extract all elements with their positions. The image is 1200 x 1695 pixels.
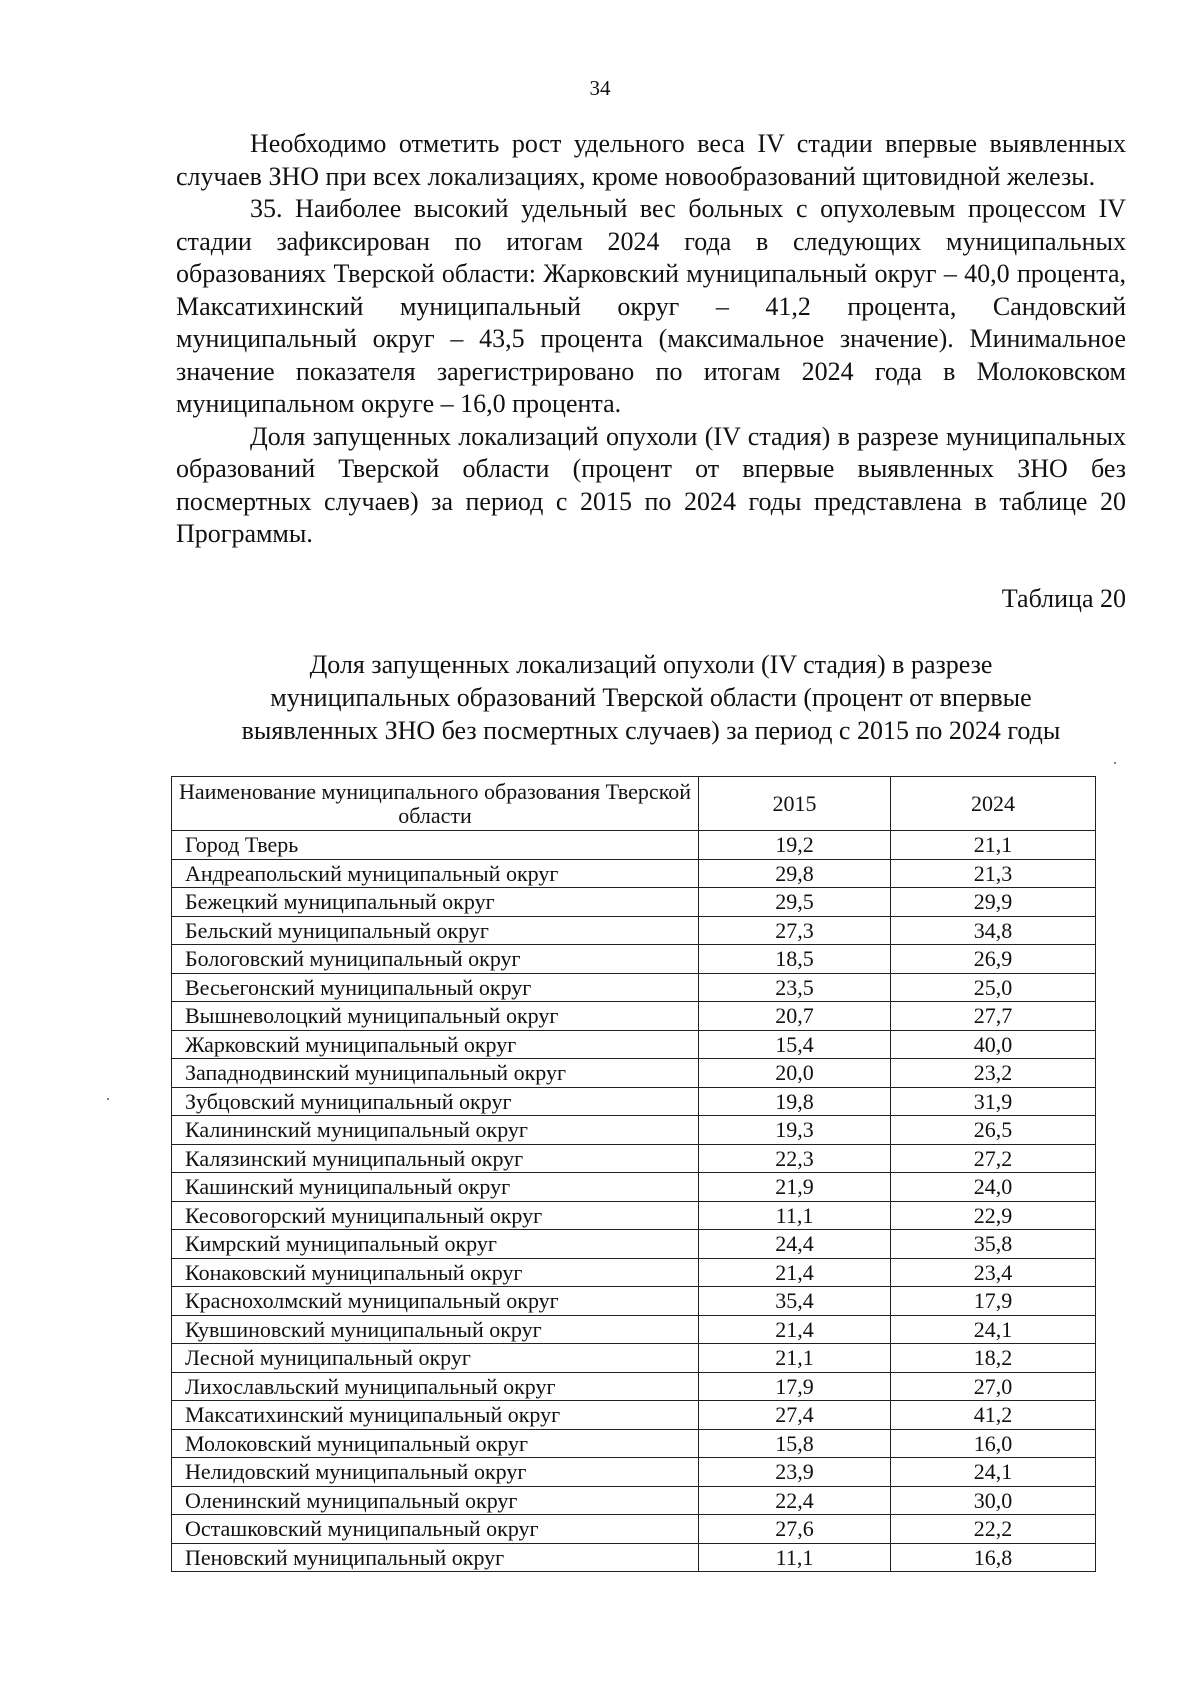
value-2024-cell: 22,9 [891, 1201, 1096, 1230]
paragraph-1: Необходимо отметить рост удельного веса IV стадии впервые выявленных случаев ЗНО при всех локализациях, кроме новообразований щитовидной железы. [176, 129, 1126, 191]
municipality-cell: Зубцовский муниципальный округ [172, 1087, 699, 1116]
value-2015-cell: 11,1 [699, 1543, 891, 1572]
municipality-cell: Андреапольский муниципальный округ [172, 859, 699, 888]
value-2015-cell: 27,6 [699, 1515, 891, 1544]
scan-speck [1114, 762, 1116, 764]
table-row [172, 1173, 1096, 1202]
table-row [172, 1429, 1096, 1458]
table-row [172, 888, 1096, 917]
value-2015-cell: 22,3 [699, 1144, 891, 1173]
municipality-cell: Нелидовский муниципальный округ [172, 1458, 699, 1487]
value-2024-cell: 21,1 [891, 831, 1096, 860]
table-row [172, 1258, 1096, 1287]
table-row [172, 1144, 1096, 1173]
value-2024-cell: 24,0 [891, 1173, 1096, 1202]
value-2015-cell: 18,5 [699, 945, 891, 974]
value-2024-cell: 27,2 [891, 1144, 1096, 1173]
value-2024-cell: 22,2 [891, 1515, 1096, 1544]
table-row [172, 973, 1096, 1002]
value-2024-cell: 35,8 [891, 1230, 1096, 1259]
table-row [172, 1486, 1096, 1515]
value-2015-cell: 22,4 [699, 1486, 891, 1515]
value-2015-cell: 11,1 [699, 1201, 891, 1230]
municipality-cell: Лесной муниципальный округ [172, 1344, 699, 1373]
value-2024-cell: 25,0 [891, 973, 1096, 1002]
table-caption [176, 648, 1126, 747]
value-2015-cell: 20,0 [699, 1059, 891, 1088]
value-2015-cell: 27,3 [699, 916, 891, 945]
value-2015-cell: 21,4 [699, 1315, 891, 1344]
value-2024-cell: 21,3 [891, 859, 1096, 888]
value-2024-cell: 16,0 [891, 1429, 1096, 1458]
table-label: Таблица 20 [1001, 584, 1126, 613]
table-caption-line: выявленных ЗНО без посмертных случаев) за период с 2015 по 2024 годы [241, 716, 1061, 745]
stage-iv-share-table [171, 776, 1096, 1572]
table-row [172, 859, 1096, 888]
value-2015-cell: 15,8 [699, 1429, 891, 1458]
municipality-cell: Бежецкий муниципальный округ [172, 888, 699, 917]
municipality-cell: Конаковский муниципальный округ [172, 1258, 699, 1287]
value-2024-cell: 40,0 [891, 1030, 1096, 1059]
value-2015-cell: 20,7 [699, 1002, 891, 1031]
value-2024-cell: 17,9 [891, 1287, 1096, 1316]
municipality-cell: Пеновский муниципальный округ [172, 1543, 699, 1572]
table-caption-line: муниципальных образований Тверской области (процент от впервые [270, 683, 1032, 712]
table-row [172, 945, 1096, 974]
value-2024-cell: 24,1 [891, 1315, 1096, 1344]
table-body [172, 831, 1096, 1572]
value-2024-cell: 27,7 [891, 1002, 1096, 1031]
municipality-cell: Кесовогорский муниципальный округ [172, 1201, 699, 1230]
value-2024-cell: 23,4 [891, 1258, 1096, 1287]
value-2015-cell: 21,9 [699, 1173, 891, 1202]
table-row [172, 1116, 1096, 1145]
value-2015-cell: 23,9 [699, 1458, 891, 1487]
municipality-cell: Осташковский муниципальный округ [172, 1515, 699, 1544]
municipality-cell: Калининский муниципальный округ [172, 1116, 699, 1145]
table-header-row [172, 777, 1096, 831]
value-2024-cell: 26,5 [891, 1116, 1096, 1145]
value-2015-cell: 15,4 [699, 1030, 891, 1059]
municipality-cell: Лихославльский муниципальный округ [172, 1372, 699, 1401]
value-2015-cell: 19,8 [699, 1087, 891, 1116]
header-municipality: Наименование муниципального образования Тверской области [172, 777, 699, 831]
municipality-cell: Краснохолмский муниципальный округ [172, 1287, 699, 1316]
municipality-cell: Оленинский муниципальный округ [172, 1486, 699, 1515]
table-row [172, 831, 1096, 860]
value-2024-cell: 31,9 [891, 1087, 1096, 1116]
municipality-cell: Кимрский муниципальный округ [172, 1230, 699, 1259]
paragraph-3: Доля запущенных локализаций опухоли (IV стадия) в разрезе муниципальных образований Тверской области (процент от впервые выявленных ЗНО без посмертных случаев) за период с 2015 по 2024 годы представлена в таблице 20 Программы. [176, 421, 1126, 548]
scan-speck [107, 1098, 109, 1100]
value-2024-cell: 23,2 [891, 1059, 1096, 1088]
header-2015: 2015 [699, 777, 891, 831]
municipality-cell: Бологовский муниципальный округ [172, 945, 699, 974]
municipality-cell: Город Тверь [172, 831, 699, 860]
header-2024: 2024 [891, 777, 1096, 831]
value-2024-cell: 29,9 [891, 888, 1096, 917]
table-row [172, 1087, 1096, 1116]
municipality-cell: Кувшиновский муниципальный округ [172, 1315, 699, 1344]
value-2015-cell: 35,4 [699, 1287, 891, 1316]
table-row [172, 1344, 1096, 1373]
table-row [172, 1458, 1096, 1487]
value-2015-cell: 19,3 [699, 1116, 891, 1145]
municipality-cell: Калязинский муниципальный округ [172, 1144, 699, 1173]
value-2015-cell: 21,1 [699, 1344, 891, 1373]
table-row [172, 1543, 1096, 1572]
table-row [172, 1515, 1096, 1544]
paragraph-2: 35. Наиболее высокий удельный вес больных с опухолевым процессом IV стадии зафиксирован по итогам 2024 года в следующих муниципальных образованиях Тверской области: Жарковский муниципальный округ – 40,0 процента, Максатихинский муниципальный округ – 41,2 процента, Сандовский муниципальный округ – 43,5 процента (максимальное значение). Минимальное значение показателя зарегистрировано по итогам 2024 года в Молоковском муниципальном округе – 16,0 процента. [176, 194, 1126, 418]
page-number: 34 [589, 76, 611, 100]
value-2015-cell: 27,4 [699, 1401, 891, 1430]
value-2015-cell: 21,4 [699, 1258, 891, 1287]
value-2015-cell: 17,9 [699, 1372, 891, 1401]
value-2024-cell: 26,9 [891, 945, 1096, 974]
value-2024-cell: 34,8 [891, 916, 1096, 945]
value-2015-cell: 29,5 [699, 888, 891, 917]
table-row [172, 1030, 1096, 1059]
value-2024-cell: 24,1 [891, 1458, 1096, 1487]
value-2024-cell: 27,0 [891, 1372, 1096, 1401]
municipality-cell: Кашинский муниципальный округ [172, 1173, 699, 1202]
value-2015-cell: 24,4 [699, 1230, 891, 1259]
value-2024-cell: 41,2 [891, 1401, 1096, 1430]
value-2015-cell: 23,5 [699, 973, 891, 1002]
table-row [172, 1315, 1096, 1344]
municipality-cell: Максатихинский муниципальный округ [172, 1401, 699, 1430]
table-row [172, 1002, 1096, 1031]
municipality-cell: Вышневолоцкий муниципальный округ [172, 1002, 699, 1031]
value-2024-cell: 18,2 [891, 1344, 1096, 1373]
municipality-cell: Молоковский муниципальный округ [172, 1429, 699, 1458]
value-2015-cell: 29,8 [699, 859, 891, 888]
table-row [172, 1201, 1096, 1230]
table-row [172, 1059, 1096, 1088]
municipality-cell: Западнодвинский муниципальный округ [172, 1059, 699, 1088]
value-2015-cell: 19,2 [699, 831, 891, 860]
table-row [172, 1287, 1096, 1316]
table-row [172, 1401, 1096, 1430]
value-2024-cell: 30,0 [891, 1486, 1096, 1515]
table-row [172, 1230, 1096, 1259]
municipality-cell: Жарковский муниципальный округ [172, 1030, 699, 1059]
table-row [172, 916, 1096, 945]
table-caption-line: Доля запущенных локализаций опухоли (IV стадия) в разрезе [309, 650, 993, 679]
value-2024-cell: 16,8 [891, 1543, 1096, 1572]
municipality-cell: Бельский муниципальный округ [172, 916, 699, 945]
municipality-cell: Весьегонский муниципальный округ [172, 973, 699, 1002]
table-row [172, 1372, 1096, 1401]
body-text [176, 128, 1126, 551]
